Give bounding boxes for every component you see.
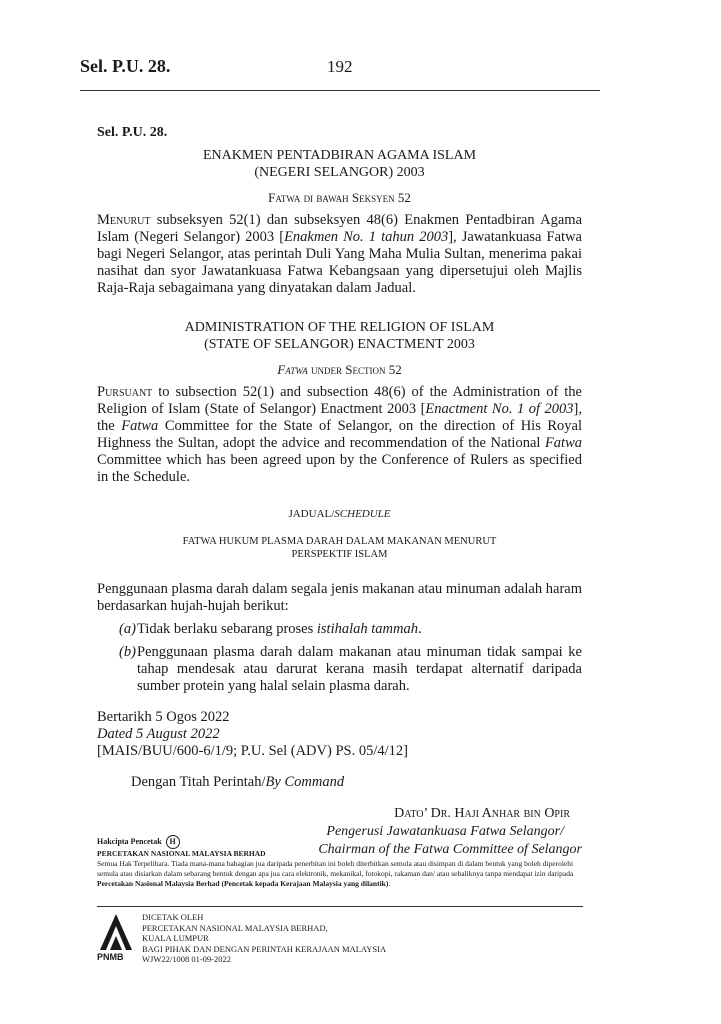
schedule-intro: Penggunaan plasma darah dalam segala jenis makanan atau minuman adalah haram berdasarkan hujah-hujah berikut: <box>97 581 582 614</box>
english-subtitle <box>97 361 582 378</box>
copyright-text <box>97 859 583 889</box>
publisher-name: PERCETAKAN NASIONAL MALAYSIA BERHAD <box>97 849 266 858</box>
english-title-line2: (STATE OF SELANGOR) ENACTMENT 2003 <box>204 337 475 352</box>
schedule-heading-english: SCHEDULE <box>334 508 391 520</box>
fatwa-title-line1: FATWA HUKUM PLASMA DARAH DALAM MAKANAN MENURUT <box>182 536 497 547</box>
english-body-italic-2: Fatwa <box>121 418 159 434</box>
malay-title <box>97 147 582 181</box>
english-body-italic-3: Fatwa <box>544 435 582 451</box>
schedule-heading <box>97 506 582 523</box>
list-item-text-part: Tidak berlaku sebarang proses <box>137 621 317 637</box>
list-item-text: Penggunaan plasma darah dalam makanan atau minuman tidak sampai ke tahap mendesak atau darurat kerana masih terdapat alternatif daripada sumber protein yang halal selain plasma darah. <box>137 644 582 694</box>
copyright-label: Hakcipta Pencetak <box>97 837 162 846</box>
document-body <box>97 124 582 859</box>
gazette-reference: Sel. P.U. 28. <box>97 125 168 140</box>
fatwa-title-line2: PERSPEKTIF ISLAM <box>291 549 388 560</box>
printer-line: WJW22/1008 01-09-2022 <box>142 954 232 965</box>
footer-divider <box>97 906 583 907</box>
pnmb-logo-text: PNMB <box>97 952 124 962</box>
printer-line: KUALA LUMPUR <box>142 933 209 944</box>
signatory-title-malay: Pengerusi Jawatankuasa Fatwa Selangor/ <box>326 824 564 839</box>
printer-line: BAGI PIHAK DAN DENGAN PERINTAH KERAJAAN MALAYSIA <box>142 943 387 954</box>
english-body <box>97 384 582 486</box>
list-item <box>97 644 582 695</box>
signatory-title-english: Chairman of the Fatwa Committee of Selangor <box>318 842 582 857</box>
fatwa-title <box>97 535 582 561</box>
english-subtitle-rest: under Section 52 <box>307 362 402 377</box>
command-english: By Command <box>265 774 345 790</box>
english-body-part-b: ], the <box>97 401 582 434</box>
english-body-part-c: Committee for the State of Selangor, on the direction of His Royal Highness the Sultan, adopt the advice and recommendation of the National <box>97 418 582 451</box>
printer-line: PERCETAKAN NASIONAL MALAYSIA BERHAD, <box>142 922 328 933</box>
english-title <box>97 319 582 353</box>
printer-details <box>142 912 386 965</box>
date-block <box>97 709 582 760</box>
date-malay: Bertarikh 5 Ogos 2022 <box>97 709 230 725</box>
printer-line: DICETAK OLEH <box>142 912 204 922</box>
malay-lead-word: Menurut <box>97 212 151 228</box>
copyright-text-end: . <box>388 879 391 888</box>
signatory-name: Dato’ Dr. Haji Anhar bin Opir <box>394 806 570 821</box>
schedule-list <box>97 621 582 695</box>
list-item-label: (b) <box>119 644 136 660</box>
list-item <box>97 621 582 638</box>
command-malay: Dengan Titah Perintah/ <box>131 774 266 790</box>
malay-body-part-b: ], Jawatankuasa Fatwa bagi Negeri Selangor, atas perintah Duli Yang Maha Mulia Sultan, menerima pakai nasihat dan syor Jawatankuasa Fatwa Kebangsaan yang dipersetujui oleh Majlis Raja-Raja sebagaimana yang dinyatakan dalam Jadual. <box>97 229 582 296</box>
list-item-text <box>137 621 582 638</box>
list-item-text-italic: istihalah tammah <box>316 621 418 637</box>
copyright-text-bold: Percetakan Nasional Malaysia Berhad (Pencetak kepada Kerajaan Malaysia yang dilantik) <box>97 879 389 888</box>
malay-body-part-a: subseksyen 52(1) dan subseksyen 48(6) Enakmen Pentadbiran Agama Islam (Negeri Selangor) 2003 [ <box>97 212 582 245</box>
schedule-heading-malay: JADUAL/ <box>288 508 335 520</box>
list-item-text-end: . <box>417 621 422 637</box>
english-title-line1: ADMINISTRATION OF THE RELIGION OF ISLAM <box>184 320 495 335</box>
list-item-label: (a) <box>119 621 136 637</box>
malay-title-line2: (NEGERI SELANGOR) 2003 <box>254 165 425 180</box>
malay-body-italic: Enakmen No. 1 tahun 2003 <box>284 229 449 245</box>
copyright-heading <box>97 835 583 849</box>
page-number: 192 <box>327 57 353 76</box>
malay-title-line1: ENAKMEN PENTADBIRAN AGAMA ISLAM <box>202 148 477 163</box>
header-reference: Sel. P.U. 28. <box>80 56 171 76</box>
english-body-part-a: to subsection 52(1) and subsection 48(6) of the Administration of the Religion of Islam (State of Selangor) Enactment 2003 [ <box>97 384 582 417</box>
header-divider <box>80 90 600 91</box>
english-body-italic-1: Enactment No. 1 of 2003 <box>425 401 574 417</box>
english-body-part-d: Committee which has been agreed upon by the Conference of Rulers as specified in the Schedule. <box>97 452 582 485</box>
file-reference: [MAIS/BUU/600-6/1/9; P.U. Sel (ADV) PS. 05/4/12] <box>97 743 408 759</box>
copyright-notice <box>97 835 583 889</box>
command-line <box>97 774 582 791</box>
english-subtitle-italic: Fatwa <box>277 362 308 377</box>
copyright-text-part: Semua Hak Terpelihara. Tiada mana-mana bahagian jua daripada penerbitan ini boleh diterbitkan semula atau disimpan di dalam bentuk yang boleh diperolehi semula atau disiarkan dalam sebarang bentuk dengan apa jua cara elektronik, mekanikal, fotokopi, rakaman dan/ atau sebaliknya tanpa mendapat izin daripada <box>97 859 574 878</box>
malay-subtitle: Fatwa di bawah Seksyen 52 <box>268 190 411 205</box>
copyright-h-mark: H <box>166 835 180 849</box>
date-english: Dated 5 August 2022 <box>97 726 220 742</box>
english-lead-word: Pursuant <box>97 384 153 400</box>
pnmb-logo-icon <box>98 912 134 952</box>
malay-body <box>97 212 582 297</box>
